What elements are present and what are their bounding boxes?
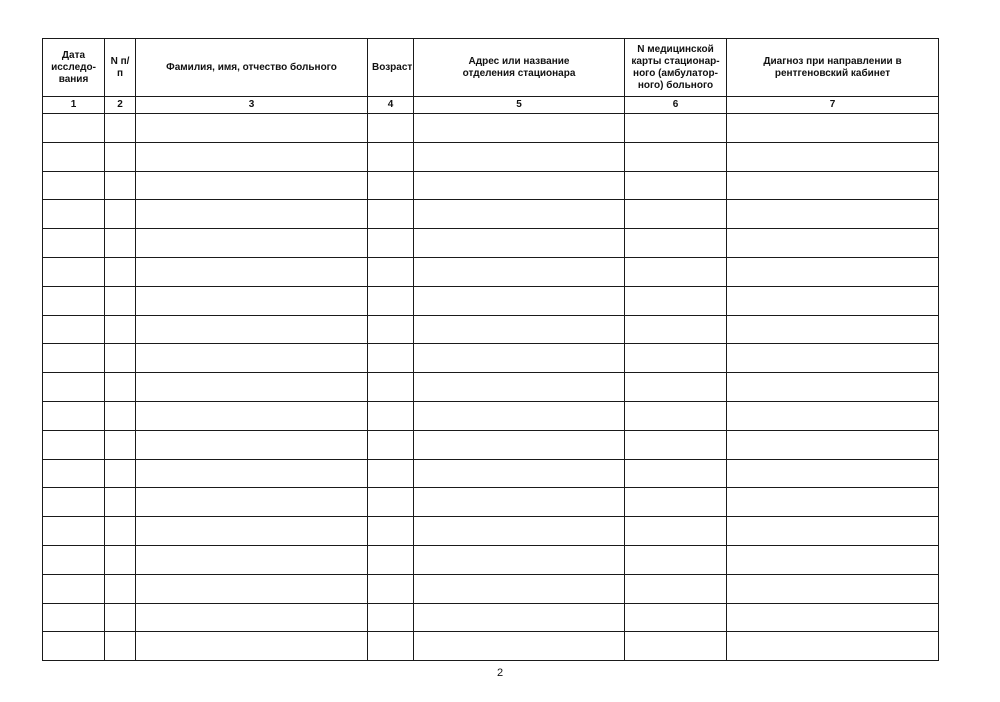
table-cell[interactable] [136, 488, 368, 517]
table-cell[interactable] [43, 459, 105, 488]
table-cell[interactable] [727, 114, 939, 143]
table-row [43, 488, 939, 517]
table-row [43, 517, 939, 546]
table-cell[interactable] [43, 632, 105, 661]
table-cell[interactable] [105, 632, 136, 661]
table-cell[interactable] [136, 459, 368, 488]
table-cell[interactable] [105, 430, 136, 459]
header-patient-name: Фамилия, имя, отчество больного [136, 39, 368, 97]
table-cell[interactable] [625, 257, 727, 286]
table-cell[interactable] [368, 286, 414, 315]
table-cell[interactable] [136, 545, 368, 574]
table-cell[interactable] [136, 171, 368, 200]
table-cell[interactable] [105, 488, 136, 517]
table-cell[interactable] [43, 200, 105, 229]
header-medical-card: N медицинской карты стационар-ного (амбулатор-ного) больного [625, 39, 727, 97]
table-cell[interactable] [414, 200, 625, 229]
table-cell[interactable] [368, 545, 414, 574]
table-row [43, 430, 939, 459]
table-cell[interactable] [105, 603, 136, 632]
table-cell[interactable] [727, 574, 939, 603]
table-cell[interactable] [368, 430, 414, 459]
table-cell[interactable] [43, 114, 105, 143]
table-cell[interactable] [136, 430, 368, 459]
table-row [43, 603, 939, 632]
table-cell[interactable] [43, 603, 105, 632]
column-number: 7 [727, 97, 939, 114]
table-cell[interactable] [368, 200, 414, 229]
header-diagnosis: Диагноз при направлении в рентгеновский кабинет [727, 39, 939, 97]
header-date: Дата исследо-вания [43, 39, 105, 97]
table-cell[interactable] [625, 114, 727, 143]
table-row [43, 373, 939, 402]
table-row [43, 171, 939, 200]
table-cell[interactable] [625, 171, 727, 200]
table-cell[interactable] [136, 229, 368, 258]
column-number: 2 [105, 97, 136, 114]
table-cell[interactable] [105, 344, 136, 373]
table-cell[interactable] [368, 373, 414, 402]
table-cell[interactable] [105, 401, 136, 430]
table-cell[interactable] [414, 430, 625, 459]
table-cell[interactable] [727, 171, 939, 200]
table-cell[interactable] [414, 574, 625, 603]
table-cell[interactable] [368, 344, 414, 373]
table-cell[interactable] [136, 574, 368, 603]
table-row [43, 401, 939, 430]
table-cell[interactable] [43, 401, 105, 430]
table-cell[interactable] [414, 373, 625, 402]
table-cell[interactable] [625, 315, 727, 344]
table-cell[interactable] [625, 632, 727, 661]
table-cell[interactable] [105, 286, 136, 315]
table-cell[interactable] [105, 459, 136, 488]
table-cell[interactable] [625, 401, 727, 430]
table-row [43, 315, 939, 344]
table-cell[interactable] [368, 517, 414, 546]
column-number: 1 [43, 97, 105, 114]
table-cell[interactable] [727, 373, 939, 402]
table-cell[interactable] [414, 142, 625, 171]
table-cell[interactable] [727, 200, 939, 229]
table-row [43, 286, 939, 315]
table-cell[interactable] [368, 401, 414, 430]
table-cell[interactable] [105, 545, 136, 574]
table-cell[interactable] [625, 545, 727, 574]
table-cell[interactable] [43, 545, 105, 574]
table-cell[interactable] [136, 200, 368, 229]
table-cell[interactable] [625, 142, 727, 171]
table-cell[interactable] [368, 315, 414, 344]
table-cell[interactable] [727, 517, 939, 546]
table-cell[interactable] [43, 229, 105, 258]
table-cell[interactable] [625, 517, 727, 546]
journal-table [42, 38, 939, 661]
table-cell[interactable] [414, 517, 625, 546]
table-cell[interactable] [43, 142, 105, 171]
table-cell[interactable] [727, 257, 939, 286]
table-cell[interactable] [727, 344, 939, 373]
table-cell[interactable] [136, 517, 368, 546]
table-cell[interactable] [625, 373, 727, 402]
table-cell[interactable] [43, 344, 105, 373]
table-cell[interactable] [43, 517, 105, 546]
table-row [43, 344, 939, 373]
table-cell[interactable] [105, 315, 136, 344]
table-cell[interactable] [727, 632, 939, 661]
table-cell[interactable] [136, 344, 368, 373]
table-cell[interactable] [625, 459, 727, 488]
table-body [43, 114, 939, 661]
table-cell[interactable] [136, 257, 368, 286]
table-cell[interactable] [414, 401, 625, 430]
table-cell[interactable] [368, 142, 414, 171]
table-cell[interactable] [368, 114, 414, 143]
table-cell[interactable] [43, 574, 105, 603]
table-cell[interactable] [625, 286, 727, 315]
header-age: Возраст [368, 39, 414, 97]
table-cell[interactable] [727, 142, 939, 171]
table-cell[interactable] [625, 229, 727, 258]
table-cell[interactable] [136, 142, 368, 171]
table-cell[interactable] [727, 229, 939, 258]
table-cell[interactable] [727, 459, 939, 488]
table-cell[interactable] [43, 315, 105, 344]
header-address: Адрес или название отделения стационара [414, 39, 625, 97]
table-cell[interactable] [105, 229, 136, 258]
table-cell[interactable] [368, 257, 414, 286]
table-cell[interactable] [727, 488, 939, 517]
table-cell[interactable] [43, 430, 105, 459]
table-cell[interactable] [414, 603, 625, 632]
page-number: 2 [496, 667, 504, 679]
table-cell[interactable] [727, 545, 939, 574]
table-cell[interactable] [136, 114, 368, 143]
table-row [43, 459, 939, 488]
table-cell[interactable] [414, 171, 625, 200]
table-cell[interactable] [414, 229, 625, 258]
header-index: N п/п [105, 39, 136, 97]
table-cell[interactable] [625, 603, 727, 632]
header-row [43, 39, 939, 97]
table-cell[interactable] [414, 315, 625, 344]
table-cell[interactable] [105, 200, 136, 229]
table-cell[interactable] [43, 257, 105, 286]
column-number: 4 [368, 97, 414, 114]
table-row [43, 114, 939, 143]
table-cell[interactable] [368, 632, 414, 661]
table-cell[interactable] [727, 603, 939, 632]
table-cell[interactable] [136, 632, 368, 661]
table-cell[interactable] [105, 171, 136, 200]
table-cell[interactable] [368, 171, 414, 200]
table-cell[interactable] [105, 114, 136, 143]
table-cell[interactable] [105, 574, 136, 603]
table-cell[interactable] [625, 488, 727, 517]
table-cell[interactable] [625, 430, 727, 459]
table-cell[interactable] [105, 257, 136, 286]
table-row [43, 257, 939, 286]
table-row [43, 200, 939, 229]
table-cell[interactable] [414, 344, 625, 373]
table-cell[interactable] [368, 229, 414, 258]
table-cell[interactable] [136, 401, 368, 430]
table-cell[interactable] [136, 603, 368, 632]
table-cell[interactable] [136, 373, 368, 402]
table-cell[interactable] [368, 459, 414, 488]
table-cell[interactable] [368, 603, 414, 632]
table-cell[interactable] [368, 574, 414, 603]
table-cell[interactable] [43, 286, 105, 315]
table-cell[interactable] [625, 200, 727, 229]
table-cell[interactable] [43, 171, 105, 200]
table-row [43, 632, 939, 661]
table-cell[interactable] [105, 142, 136, 171]
table-cell[interactable] [414, 286, 625, 315]
table-cell[interactable] [43, 373, 105, 402]
table-cell[interactable] [625, 574, 727, 603]
table-row [43, 142, 939, 171]
table-cell[interactable] [368, 488, 414, 517]
table-cell[interactable] [136, 315, 368, 344]
table-cell[interactable] [105, 517, 136, 546]
table-cell[interactable] [414, 488, 625, 517]
column-number-row [43, 97, 939, 114]
table-cell[interactable] [414, 257, 625, 286]
table-cell[interactable] [727, 430, 939, 459]
table-cell[interactable] [414, 459, 625, 488]
table-row [43, 574, 939, 603]
table-row [43, 229, 939, 258]
table-cell[interactable] [727, 286, 939, 315]
table-cell[interactable] [414, 545, 625, 574]
column-number: 3 [136, 97, 368, 114]
table-cell[interactable] [727, 401, 939, 430]
table-cell[interactable] [136, 286, 368, 315]
table-cell[interactable] [43, 488, 105, 517]
table-cell[interactable] [727, 315, 939, 344]
table-row [43, 545, 939, 574]
table-cell[interactable] [625, 344, 727, 373]
table-cell[interactable] [105, 373, 136, 402]
column-number: 5 [414, 97, 625, 114]
table-cell[interactable] [414, 114, 625, 143]
column-number: 6 [625, 97, 727, 114]
table-cell[interactable] [414, 632, 625, 661]
